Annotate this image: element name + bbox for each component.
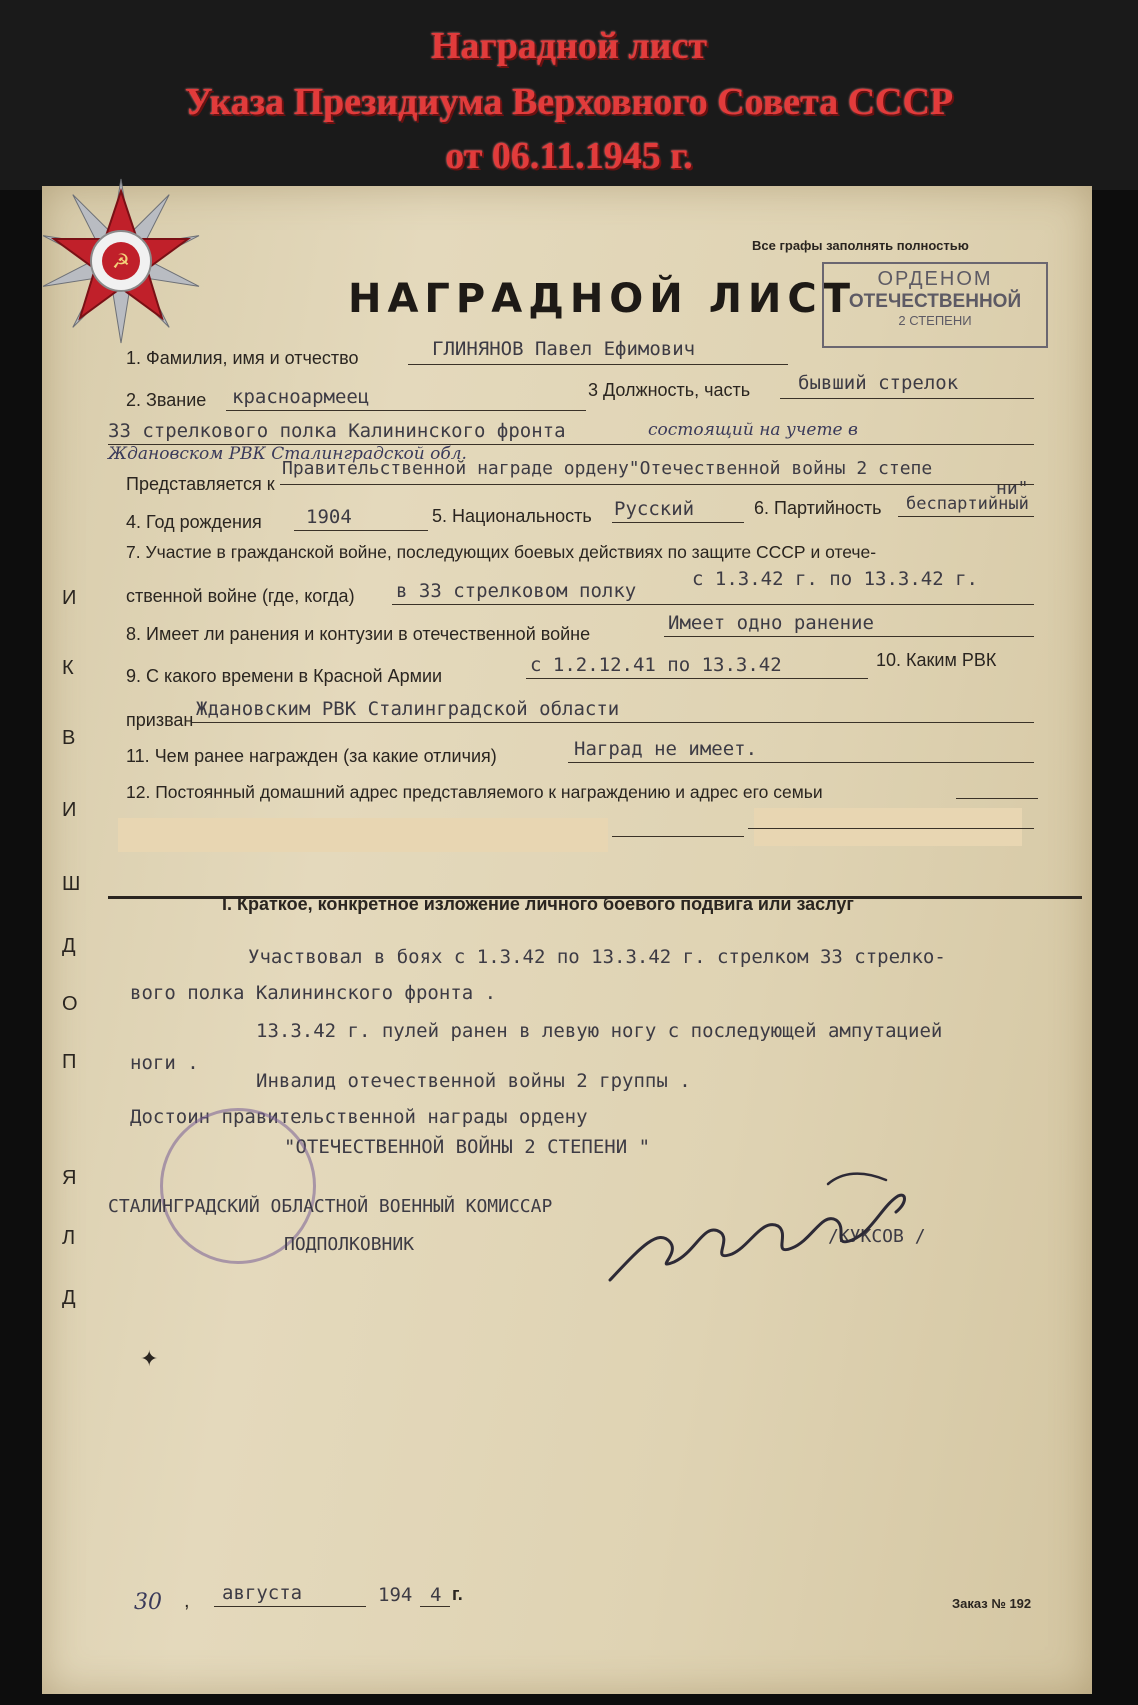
vertical-letter: И	[62, 799, 77, 821]
field-nationality-underline	[612, 522, 744, 523]
signer-name: /КУКСОВ /	[828, 1226, 926, 1247]
field-birth-year-value: 1904	[306, 506, 352, 528]
field-drafted-label: призван	[126, 710, 194, 730]
field-wounds-value: Имеет одно ранение	[668, 612, 874, 634]
vertical-letter: Д	[62, 935, 76, 957]
field-position-label: 3 Должность, часть	[588, 380, 751, 400]
field-name-underline	[408, 364, 788, 365]
field-presented-underline	[280, 484, 1034, 485]
fill-all-fields-note: Все графы заполнять полностью	[752, 238, 969, 253]
star-mark-icon: ✦	[140, 1346, 159, 1371]
field-red-army-since-label: 9. С какого времени в Красной Армии	[126, 666, 443, 686]
body-line: Достоин правительственной награды ордену	[130, 1106, 588, 1128]
field-name-value: ГЛИНЯНОВ Павел Ефимович	[432, 338, 696, 360]
field-prior-awards-underline	[568, 762, 1034, 763]
vertical-signatures-label	[62, 586, 102, 1309]
body-line: Участвовал в боях с 1.3.42 по 13.3.42 г. стрелком 33 стрелко-	[248, 946, 946, 968]
banner-title-line1: Наградной лист	[430, 25, 708, 67]
field-rank-underline	[226, 410, 586, 411]
field-civil-war-dates: с 1.3.42 г. по 13.3.42 г.	[692, 568, 978, 590]
date-month: августа	[222, 1582, 303, 1604]
document-title: НАГРАДНОЙ ЛИСТ	[348, 276, 857, 322]
vertical-letter: Д	[62, 1287, 76, 1309]
award-document	[42, 186, 1092, 1694]
stamp-line3: 2 СТЕПЕНИ	[898, 313, 972, 328]
field-position-underline	[780, 398, 1034, 399]
stamp-line2: ОТЕЧЕСТВЕННОЙ	[848, 291, 1022, 312]
signer-title: СТАЛИНГРАДСКИЙ ОБЛАСТНОЙ ВОЕННЫЙ КОМИССАР	[108, 1196, 553, 1217]
field-prior-awards-value: Наград не имеет.	[574, 738, 758, 760]
field-nationality-label: 5. Национальность	[432, 506, 592, 526]
field-position-unit: 33 стрелкового полка Калининского фронта	[108, 420, 566, 442]
handwritten-signature-icon	[600, 1162, 920, 1292]
field-civil-war-label: 7. Участие в гражданской войне, последующих боевых действиях по защите СССР и отече-	[126, 542, 877, 562]
field-address-underline	[956, 798, 1038, 799]
field-wounds-underline	[664, 636, 1034, 637]
field-position-hand-note1: состоящий на учете в	[648, 420, 858, 440]
field-presented-cont: ни"	[996, 478, 1029, 499]
field-presented-label: Представляется к	[126, 474, 275, 494]
vertical-letter: Л	[62, 1227, 76, 1249]
field-rank-label: 2. Звание	[126, 390, 207, 410]
date-g: г.	[452, 1584, 463, 1604]
redacted-address-left	[118, 818, 608, 852]
redacted-address-right	[754, 808, 1022, 846]
field-position-unit-underline	[108, 444, 1034, 445]
field-party-value: беспартийный	[906, 494, 1029, 514]
field-civil-war-label2: ственной войне (где, когда)	[126, 586, 355, 606]
vertical-letter: Ш	[62, 873, 81, 895]
date-day: 30	[134, 1590, 162, 1615]
svg-text:☭: ☭	[112, 249, 130, 273]
field-address-underline2	[612, 836, 744, 837]
field-party-underline	[898, 516, 1034, 517]
vertical-letter: О	[62, 993, 78, 1015]
award-stamp	[822, 262, 1048, 348]
field-birth-year-underline	[294, 530, 428, 531]
body-line: Инвалид отечественной войны 2 группы .	[256, 1070, 691, 1092]
field-civil-war-value: в 33 стрелковом полку	[396, 580, 637, 602]
signer-rank: ПОДПОЛКОВНИК	[284, 1234, 415, 1255]
vertical-letter: В	[62, 727, 76, 749]
body-line: ноги .	[130, 1052, 199, 1074]
banner-title-line3: от 06.11.1945 г.	[445, 135, 693, 177]
date-year-prefix: 194	[378, 1584, 413, 1606]
vertical-letter: И	[62, 587, 77, 609]
field-name-label: 1. Фамилия, имя и отчество	[126, 348, 359, 368]
date-year-underline	[420, 1606, 450, 1607]
field-party-label: 6. Партийность	[754, 498, 882, 518]
field-presented-value: Правительственной награде ордену"Отечественной войны 2 степе	[282, 458, 933, 479]
title-banner	[0, 0, 1138, 190]
date-month-underline	[214, 1606, 366, 1607]
field-rvk-label: 10. Каким РВК	[876, 650, 997, 670]
body-line: "ОТЕЧЕСТВЕННОЙ ВОЙНЫ 2 СТЕПЕНИ "	[284, 1136, 651, 1158]
order-number: Заказ № 192	[952, 1596, 1032, 1611]
field-civil-war-underline	[392, 604, 1034, 605]
field-rank-value: красноармеец	[232, 386, 370, 408]
field-birth-year-label: 4. Год рождения	[126, 512, 262, 532]
body-line: вого полка Калининского фронта .	[130, 982, 497, 1004]
field-prior-awards-label: 11. Чем ранее награжден (за какие отличия)	[126, 746, 497, 766]
field-red-army-since-underline	[526, 678, 868, 679]
field-wounds-label: 8. Имеет ли ранения и контузии в отечественной войне	[126, 624, 591, 644]
field-nationality-value: Русский	[614, 498, 695, 520]
body-line: 13.3.42 г. пулей ранен в левую ногу с последующей ампутацией	[256, 1020, 943, 1042]
field-position-value: бывший стрелок	[798, 372, 959, 394]
svg-text:ОТЕЧЕСТВЕННАЯ ВОЙНА	[96, 256, 172, 264]
banner-title-line2: Указа Президиума Верховного Совета СССР	[184, 81, 954, 123]
vertical-letter: П	[62, 1051, 77, 1073]
stamp-line1: ОРДЕНОМ	[877, 268, 993, 290]
date-comma: ,	[184, 1590, 190, 1612]
field-drafted-underline	[192, 722, 1034, 723]
field-address-label: 12. Постоянный домашний адрес представляемого к награждению и адрес его семьи	[126, 782, 823, 802]
date-year-suffix: 4	[430, 1584, 442, 1606]
vertical-letter: К	[62, 657, 74, 679]
field-drafted-value: Ждановским РВК Сталинградской области	[196, 698, 620, 720]
section-title: I. Краткое, конкретное изложение личного боевого подвига или заслуг	[222, 894, 854, 914]
field-address-underline3	[748, 828, 1034, 829]
vertical-letter: Я	[62, 1167, 77, 1189]
field-position-hand-note2: Ждановском РВК Сталинградской обл.	[108, 444, 467, 464]
field-red-army-since-value: с 1.2.12.41 по 13.3.42	[530, 654, 782, 676]
